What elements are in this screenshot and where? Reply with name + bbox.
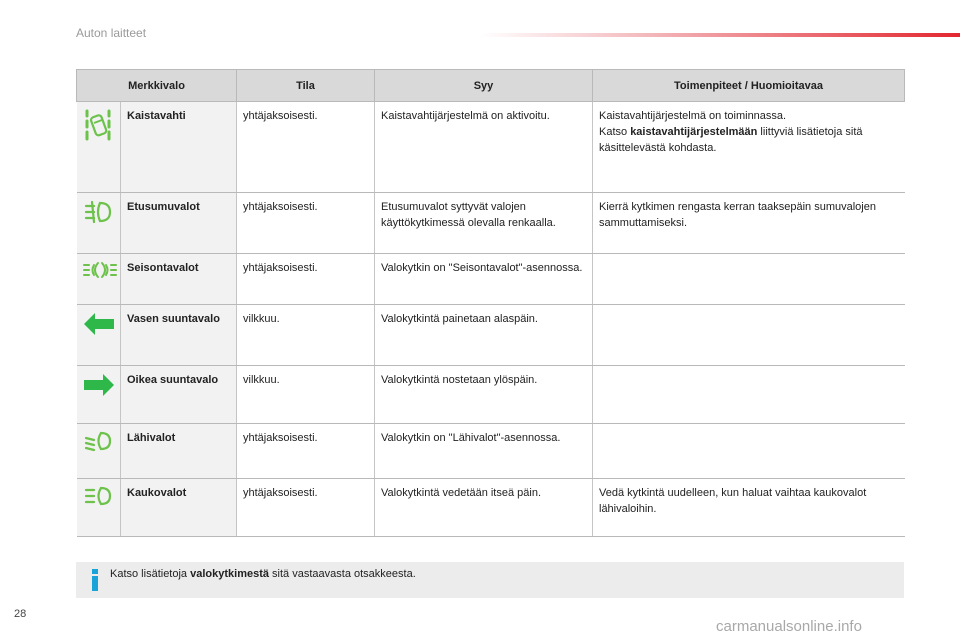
light-cause: Kaistavahtijärjestelmä on aktivoitu. <box>375 102 593 193</box>
warning-lights-table <box>76 69 905 537</box>
table-row <box>77 366 905 424</box>
light-cause: Valokytkintä painetaan alaspäin. <box>375 305 593 366</box>
header-accent-bar <box>480 33 960 37</box>
light-cause: Etusumuvalot syttyvät valojen käyttökytkimessä olevalla renkaalla. <box>375 193 593 254</box>
sidelights-icon <box>83 260 117 280</box>
light-state: vilkkuu. <box>237 366 375 424</box>
front-fog-lamp-icon <box>83 199 113 225</box>
left-arrow-icon <box>83 311 115 337</box>
light-cause: Valokytkin on "Lähivalot"-asennossa. <box>375 424 593 479</box>
light-cause: Valokytkin on "Seisontavalot"-asennossa. <box>375 254 593 305</box>
light-action: Kaistavahtijärjestelmä on toiminnassa. Katso kaistavahtijärjestelmään liittyviä lisätietoja sitä käsittelevästä kohdasta. <box>593 102 905 193</box>
table-row <box>77 479 905 537</box>
page-section-title: Auton laitteet <box>76 26 147 40</box>
light-cause: Valokytkintä nostetaan ylöspäin. <box>375 366 593 424</box>
light-name: Vasen suuntavalo <box>121 305 237 366</box>
table-row <box>77 305 905 366</box>
light-state: yhtäjaksoisesti. <box>237 254 375 305</box>
light-cause: Valokytkintä vedetään itseä päin. <box>375 479 593 537</box>
light-name: Kaistavahti <box>121 102 237 193</box>
light-name: Kaukovalot <box>121 479 237 537</box>
light-name: Lähivalot <box>121 424 237 479</box>
column-header-indicator: Merkkivalo <box>77 70 237 102</box>
page-number: 28 <box>14 608 27 620</box>
column-header-cause: Syy <box>375 70 593 102</box>
light-action: Kierrä kytkimen rengasta kerran taaksepäin sumuvalojen sammuttamiseksi. <box>593 193 905 254</box>
table-row <box>77 424 905 479</box>
light-name: Seisontavalot <box>121 254 237 305</box>
table-row <box>77 254 905 305</box>
info-icon <box>90 569 100 591</box>
light-action <box>593 366 905 424</box>
watermark: carmanualsonline.info <box>716 618 862 635</box>
column-header-state: Tila <box>237 70 375 102</box>
table-row <box>77 193 905 254</box>
light-state: yhtäjaksoisesti. <box>237 479 375 537</box>
light-state: yhtäjaksoisesti. <box>237 193 375 254</box>
light-state: yhtäjaksoisesti. <box>237 424 375 479</box>
light-switch-reference: valokytkimestä <box>190 568 269 580</box>
light-name: Oikea suuntavalo <box>121 366 237 424</box>
column-header-action: Toimenpiteet / Huomioitavaa <box>593 70 905 102</box>
info-text: Katso lisätietoja valokytkimestä sitä vastaavasta otsakkeesta. <box>110 568 416 580</box>
light-action <box>593 424 905 479</box>
info-note <box>76 562 904 598</box>
light-action <box>593 254 905 305</box>
main-beam-icon <box>84 485 112 507</box>
table-row <box>77 102 905 193</box>
table-header-row <box>77 70 905 102</box>
dipped-beam-icon <box>84 430 112 452</box>
light-action: Vedä kytkintä uudelleen, kun haluat vaihtaa kaukovalot lähivaloihin. <box>593 479 905 537</box>
right-arrow-icon <box>83 372 115 398</box>
lane-assist-reference: kaistavahtijärjestelmään <box>630 126 758 138</box>
lane-departure-icon <box>83 108 113 142</box>
light-name: Etusumuvalot <box>121 193 237 254</box>
light-state: vilkkuu. <box>237 305 375 366</box>
light-state: yhtäjaksoisesti. <box>237 102 375 193</box>
light-action <box>593 305 905 366</box>
